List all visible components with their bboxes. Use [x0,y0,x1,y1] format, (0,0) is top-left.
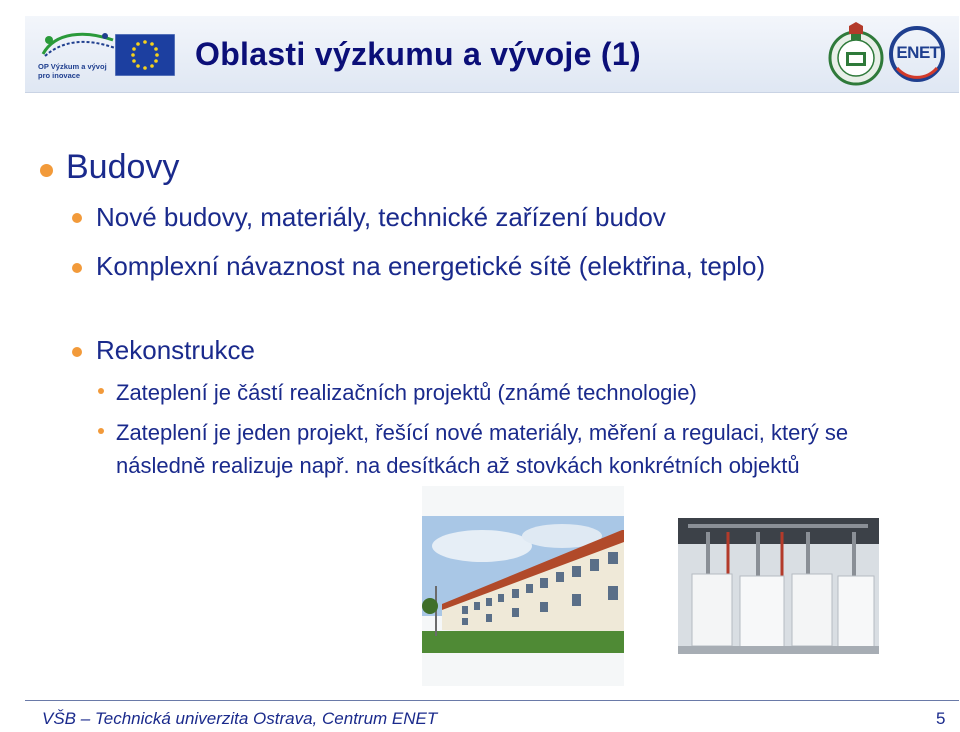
enet-logo-text: ENET [896,43,940,62]
list-item: Rekonstrukce [96,335,255,365]
bullet-icon [98,428,104,434]
list-item: Nové budovy, materiály, technické zařízení budov [96,202,666,232]
page-number: 5 [936,709,946,728]
vsb-seal-logo [827,22,885,88]
bullet-icon [72,263,82,273]
eu-flag-icon [115,34,175,76]
op-vyzkum-logo [35,26,119,86]
op-logo-text: OP Výzkum a vývoj pro inovace [38,62,107,80]
page-title: Oblasti výzkumu a vývoje (1) [195,36,641,72]
bullet-icon [72,213,82,223]
op-swoosh-icon [35,26,119,66]
bullet-icon [98,388,104,394]
boiler-room-photo [678,518,879,654]
building-photo [422,486,624,686]
university-seal-icon [827,22,885,88]
list-item: Zateplení je jeden projekt, řešící nové materiály, měření a regulaci, který se následně realizuje např. na desítkách až stovkách konkrétních objektů [116,420,849,478]
level1-heading: Budovy [66,148,180,186]
footer-institution: VŠB – Technická univerzita Ostrava, Centrum ENET [42,709,438,728]
list-item: Komplexní návaznost na energetické sítě (elektřina, teplo) [96,251,766,281]
slide-header [25,16,959,93]
eu-flag-logo [115,34,175,76]
enet-logo [887,24,947,84]
bullet-icon [72,347,82,357]
footer-divider [25,700,959,701]
list-item: Zateplení je částí realizačních projektů (známé technologie) [116,380,697,405]
bullet-icon [40,164,53,177]
